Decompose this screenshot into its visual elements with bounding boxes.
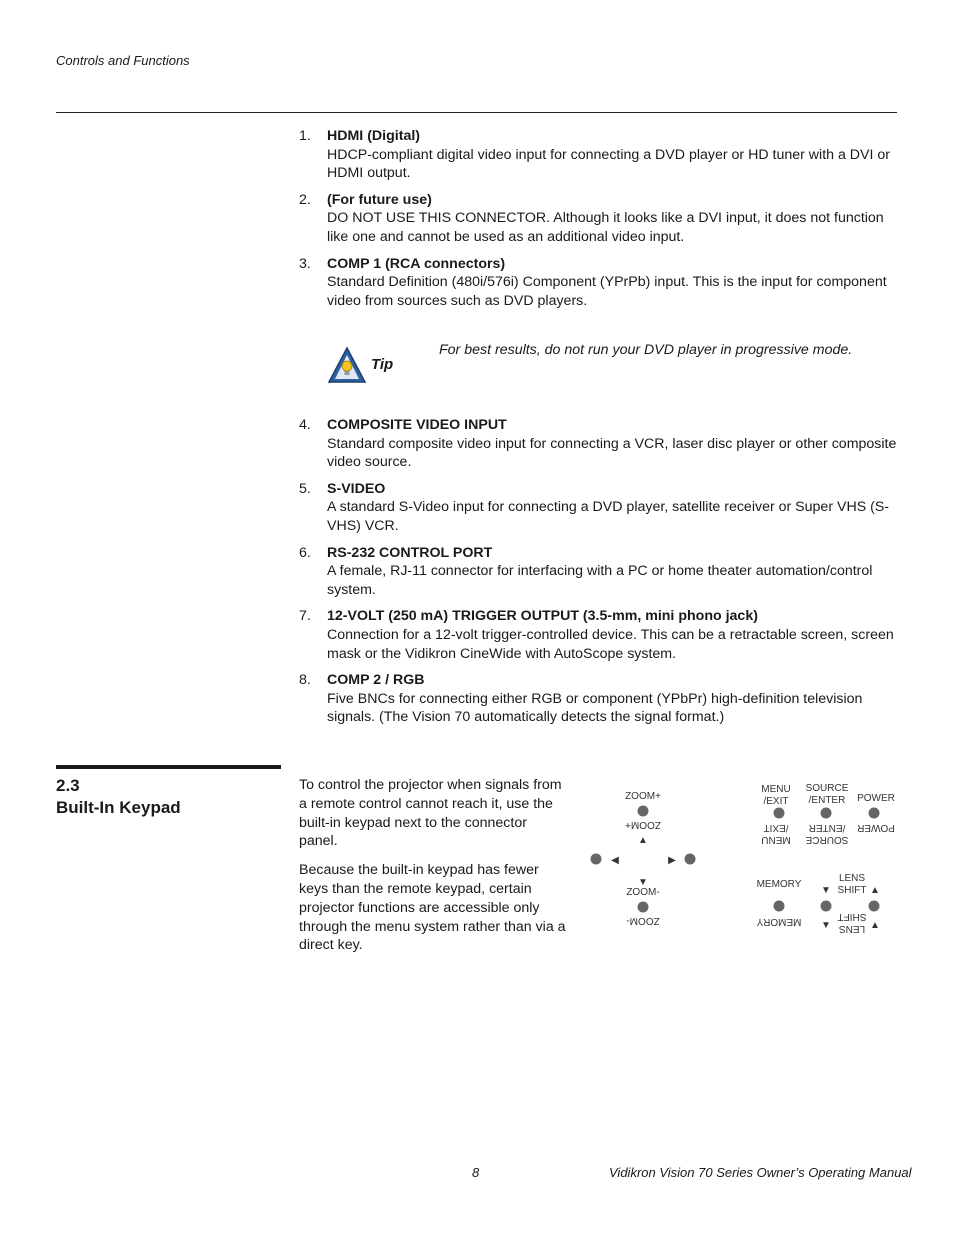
item-number: 2. <box>299 191 311 208</box>
list-item <box>299 191 899 247</box>
item-number: 5. <box>299 480 311 497</box>
menu-label-line2-inverted: /EXIT <box>763 822 789 833</box>
zoom-minus-label: ZOOM- <box>626 887 660 898</box>
connector-list-part-1 <box>299 127 899 318</box>
lens-label-line2-inverted: SHIFT <box>837 911 867 922</box>
power-key <box>869 808 880 819</box>
source-label-line1: SOURCE <box>805 783 849 794</box>
manual-title: Vidikron Vision 70 Series Owner’s Operating Manual <box>609 1165 912 1180</box>
list-item <box>299 671 899 727</box>
paragraph: To control the projector when signals from a remote control cannot reach it, use the built-in keypad next to the connector panel. <box>299 777 562 850</box>
power-label-inverted: POWER <box>857 822 895 833</box>
tip-text: For best results, do not run your DVD player in progressive mode. <box>439 342 853 358</box>
item-title: (For future use) <box>327 191 432 208</box>
item-number: 7. <box>299 608 311 625</box>
list-item <box>299 255 899 311</box>
power-label: POWER <box>857 793 895 804</box>
section-body <box>299 776 569 965</box>
memory-key <box>774 901 785 912</box>
left-arrow-icon: ◀ <box>611 855 619 866</box>
item-description: HDCP-compliant digital video input for connecting a DVD player or HD tuner with a DVI or HDMI output. <box>327 146 891 182</box>
zoom-plus-label-inverted: ZOOM+ <box>625 819 661 830</box>
up-arrow-icon: ▲ <box>638 835 648 846</box>
running-header: Controls and Functions <box>56 53 190 68</box>
item-title: COMP 1 (RCA connectors) <box>327 255 506 272</box>
memory-label-inverted: MEMORY <box>756 916 802 927</box>
zoom-plus-label: ZOOM+ <box>625 791 661 802</box>
lens-shift-up-key <box>869 901 880 912</box>
item-title: RS-232 CONTROL PORT <box>327 544 493 561</box>
header-rule <box>56 112 897 113</box>
lightbulb-warning-icon <box>327 345 399 385</box>
right-arrow-icon: ▶ <box>668 855 676 866</box>
section-rule <box>56 765 281 769</box>
item-number: 3. <box>299 255 311 272</box>
lens-label-line1-inverted: LENS <box>838 923 866 934</box>
item-title: S-VIDEO <box>327 480 386 497</box>
item-description: Five BNCs for connecting either RGB or component (YPbPr) high-definition television signals. (The Vision 70 automatically detects the signal format.) <box>327 690 863 726</box>
item-number: 1. <box>299 128 311 144</box>
item-title: COMP 2 / RGB <box>327 672 425 689</box>
item-title: HDMI (Digital) <box>327 128 420 144</box>
list-item <box>299 607 899 663</box>
keypad-diagram <box>585 775 905 945</box>
source-label-line2: /ENTER <box>808 795 846 806</box>
menu-label-line2: /EXIT <box>763 796 789 807</box>
page-number: 8 <box>472 1165 480 1180</box>
lens-up-arrow-icon: ▲ <box>870 885 880 896</box>
source-enter-key <box>821 808 832 819</box>
source-label-line2-inverted: /ENTER <box>808 822 846 833</box>
list-item <box>299 127 899 183</box>
item-number: 8. <box>299 672 311 689</box>
lens-up-arrow-icon-bottom: ▲ <box>870 920 880 931</box>
memory-label: MEMORY <box>756 879 802 890</box>
item-description: Standard Definition (480i/576i) Component (YPrPb) input. This is the input for component video from sources such as DVD players. <box>327 274 887 309</box>
menu-label-line1: MENU <box>761 784 791 795</box>
paragraph: Because the built-in keypad has fewer keys than the remote keypad, certain projector functions are accessible only through the menu system rather than via a direct key. <box>299 862 566 954</box>
item-number: 4. <box>299 417 311 433</box>
tip-label: Tip <box>371 356 394 373</box>
item-description: Connection for a 12-volt trigger-controlled device. This can be a retractable screen, screen mask or the Vidikron CineWide with AutoScope system. <box>327 626 894 662</box>
right-key <box>685 854 696 865</box>
lens-label-line1: LENS <box>838 873 866 884</box>
lens-down-arrow-icon: ▼ <box>821 885 831 896</box>
zoom-minus-key <box>638 902 649 913</box>
zoom-plus-key <box>638 806 649 817</box>
item-description: Standard composite video input for connecting a VCR, laser disc player or other composite video source. <box>327 435 897 471</box>
lens-shift-down-key <box>821 901 832 912</box>
down-arrow-icon: ▼ <box>638 877 648 888</box>
item-description: DO NOT USE THIS CONNECTOR. Although it looks like a DVI input, it does not function like one and cannot be used as an additional video input. <box>327 210 884 245</box>
section-number: 2.3 <box>56 776 80 795</box>
list-item <box>299 544 899 600</box>
list-item <box>299 416 899 472</box>
item-description: A female, RJ-11 connector for interfacing with a PC or home theater automation/control system. <box>327 563 873 598</box>
item-title: COMPOSITE VIDEO INPUT <box>327 417 507 433</box>
lens-label-line2: SHIFT <box>837 885 867 896</box>
lens-down-arrow-icon-bottom: ▼ <box>821 920 831 931</box>
menu-label-line1-inverted: MENU <box>761 834 791 845</box>
section-title: Built-In Keypad <box>56 798 181 817</box>
list-item <box>299 480 899 536</box>
connector-list-part-2 <box>299 416 899 735</box>
left-key <box>591 854 602 865</box>
item-number: 6. <box>299 544 311 561</box>
item-title: 12-VOLT (250 mA) TRIGGER OUTPUT (3.5-mm, mini phono jack) <box>327 608 758 625</box>
menu-exit-key <box>774 808 785 819</box>
item-description: A standard S-Video input for connecting a DVD player, satellite receiver or Super VHS (S-VHS) VCR. <box>327 499 890 534</box>
zoom-minus-label-inverted: ZOOM- <box>626 915 660 926</box>
source-label-line1-inverted: SOURCE <box>805 834 849 845</box>
